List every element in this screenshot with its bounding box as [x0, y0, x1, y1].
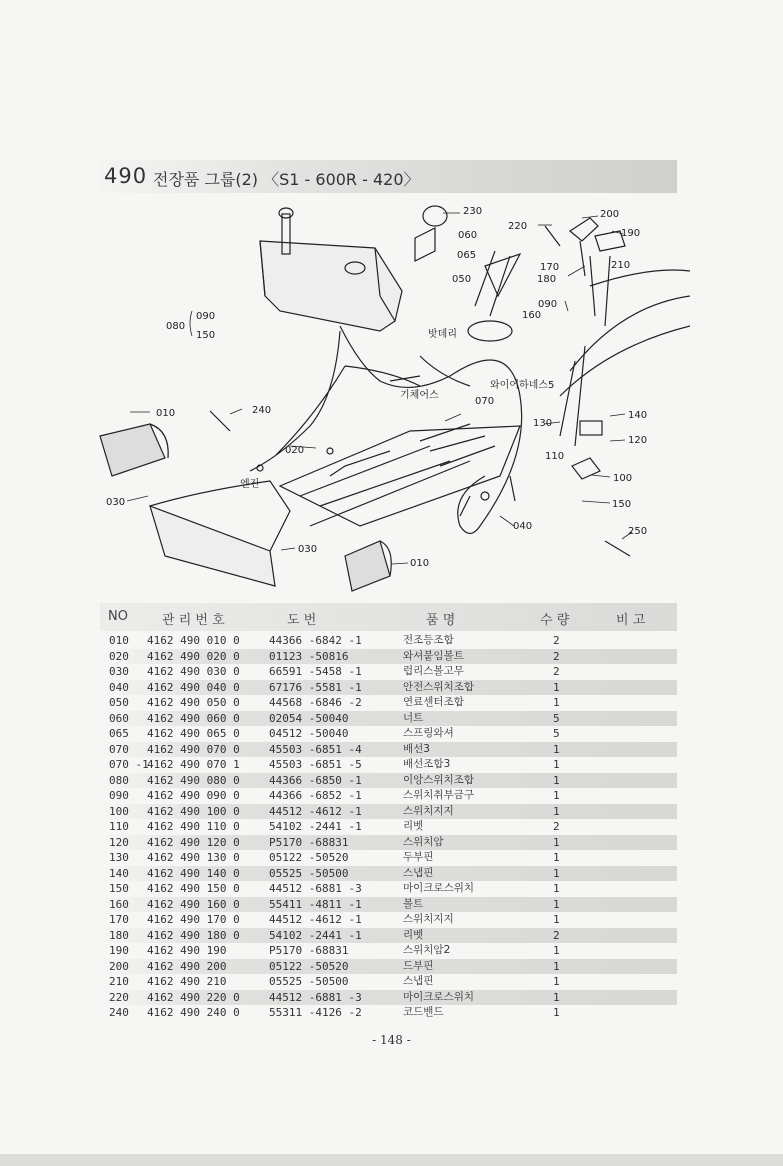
table-row	[100, 664, 677, 680]
cell-no: 065	[109, 727, 129, 740]
diagram-label-gear: 기체어스	[400, 390, 439, 401]
cell-mgmt: 4162 490 170 0	[147, 913, 240, 926]
cell-drawing: 45503 -6851 -4	[269, 742, 362, 756]
table-row	[100, 912, 677, 928]
cell-no: 020	[109, 649, 129, 663]
cell-drawing: 54102 -2441 -1	[269, 820, 362, 833]
cell-mgmt: 4162 490 090 0	[147, 789, 240, 802]
diagram-label: 130	[533, 418, 553, 429]
cell-drawing: P5170 -68831	[269, 944, 349, 957]
cell-no: 080	[109, 773, 129, 787]
cell-no: 040	[109, 680, 129, 694]
cell-qty: 1	[553, 835, 560, 849]
cell-name: 마이크로스위치	[403, 990, 475, 1003]
sender-unit	[423, 206, 447, 226]
cell-no: 210	[109, 975, 129, 988]
cell-no: 150	[109, 882, 129, 895]
cell-name: 두부핀	[403, 851, 434, 863]
cell-no: 120	[109, 835, 129, 849]
cell-qty: 2	[553, 649, 560, 663]
cell-qty: 2	[553, 634, 560, 647]
cell-mgmt: 4162 490 100 0	[147, 804, 240, 818]
cell-drawing: 05122 -50520	[269, 959, 349, 973]
cell-no: 200	[109, 959, 129, 973]
cell-name: 코드밴드	[403, 1006, 444, 1018]
cell-mgmt: 4162 490 220 0	[147, 990, 240, 1004]
diagram-label: 230	[463, 206, 483, 217]
cell-mgmt: 4162 490 040 0	[147, 680, 240, 694]
table-row	[100, 680, 677, 696]
diagram-label: 050	[452, 274, 472, 285]
cell-qty: 2	[553, 665, 560, 678]
cell-qty: 1	[553, 913, 560, 926]
cell-no: 220	[109, 990, 129, 1004]
diagram-label: 030	[106, 497, 126, 508]
cell-drawing: 01123 -50816	[269, 649, 349, 663]
group-number: 490	[104, 164, 148, 188]
cell-name: 스냅핀	[403, 975, 434, 987]
cell-qty: 1	[553, 959, 560, 973]
cell-qty: 1	[553, 758, 560, 771]
table-row	[100, 726, 677, 742]
front-fender	[150, 506, 275, 586]
parts-table	[100, 633, 677, 1021]
diagram-label: 080	[166, 321, 186, 332]
diagram-label: 150	[196, 330, 216, 341]
cell-no: 060	[109, 711, 129, 725]
diagram-label: 140	[628, 410, 648, 421]
cell-drawing: 66591 -5458 -1	[269, 665, 362, 678]
cell-no: 090	[109, 789, 129, 802]
col-drawing: 도 번	[287, 613, 317, 628]
cell-name: 이앙스위치조합	[403, 773, 475, 786]
diagram-label: 210	[611, 260, 631, 271]
cell-name: 스냅핀	[403, 866, 434, 879]
diagram-label: 070	[475, 396, 495, 407]
cell-drawing: 05122 -50520	[269, 851, 349, 864]
diagram-label: 010	[156, 408, 176, 419]
cell-name: 리벳	[403, 820, 424, 832]
table-row	[100, 990, 677, 1006]
cell-mgmt: 4162 490 180 0	[147, 928, 240, 942]
cell-name: 럽리스볼고무	[403, 665, 464, 677]
diagram-label: 200	[600, 209, 620, 220]
diagram-label-battery: 밧데리	[428, 329, 457, 340]
table-row	[100, 835, 677, 851]
cell-no: 130	[109, 851, 129, 864]
cell-no: 110	[109, 820, 129, 833]
cell-qty: 5	[553, 711, 560, 725]
diagram-label-engine: 엔진	[240, 479, 260, 490]
col-name: 품 명	[426, 613, 456, 628]
table-row	[100, 742, 677, 758]
cell-drawing: 44366 -6852 -1	[269, 789, 362, 802]
cell-qty: 1	[553, 944, 560, 957]
cell-qty: 1	[553, 696, 560, 709]
table-row	[100, 819, 677, 835]
diagram-label: 100	[613, 473, 633, 484]
cell-drawing: 44512 -4612 -1	[269, 913, 362, 926]
cell-qty: 1	[553, 882, 560, 895]
cell-mgmt: 4162 490 080 0	[147, 773, 240, 787]
col-mgmt: 관 리 번 호	[162, 613, 225, 628]
diagram-label: 090	[196, 311, 216, 322]
cell-no: 180	[109, 928, 129, 942]
table-row	[100, 773, 677, 789]
headlamp-left	[100, 424, 165, 476]
cell-drawing: 54102 -2441 -1	[269, 928, 362, 942]
cell-qty: 1	[553, 897, 560, 911]
cell-name: 리벳	[403, 928, 424, 941]
diagram-label: 065	[457, 250, 477, 261]
cell-mgmt: 4162 490 210	[147, 975, 227, 988]
table-row	[100, 881, 677, 897]
table-row	[100, 897, 677, 913]
cell-mgmt: 4162 490 030 0	[147, 665, 240, 678]
cell-name: 스위치지지	[403, 804, 454, 817]
cell-name: 드부핀	[403, 959, 434, 972]
diagram-label: 170	[540, 262, 560, 273]
diagram-label: 120	[628, 435, 648, 446]
cell-qty: 1	[553, 990, 560, 1004]
table-row	[100, 633, 677, 649]
diagram-label: 180	[537, 274, 557, 285]
cell-name: 너트	[403, 711, 424, 724]
diagram-label-harness: 와이어하네스5	[490, 380, 555, 391]
cell-qty: 1	[553, 789, 560, 802]
cell-drawing: 44512 -4612 -1	[269, 804, 362, 818]
cell-mgmt: 4162 490 190	[147, 944, 227, 957]
cell-qty: 1	[553, 975, 560, 988]
cell-no: 030	[109, 665, 129, 678]
cell-drawing: 05525 -50500	[269, 975, 349, 988]
table-row	[100, 804, 677, 820]
table-row	[100, 974, 677, 990]
cell-no: 170	[109, 913, 129, 926]
cell-qty: 1	[553, 1006, 560, 1019]
cell-mgmt: 4162 490 070 0	[147, 742, 240, 756]
cell-name: 스위치지지	[403, 913, 454, 925]
cell-name: 볼트	[403, 897, 424, 910]
cell-name: 마이크로스위치	[403, 882, 475, 894]
cell-drawing: 05525 -50500	[269, 866, 349, 880]
cell-drawing: 44568 -6846 -2	[269, 696, 362, 709]
table-row	[100, 1005, 677, 1021]
table-row	[100, 866, 677, 882]
cell-mgmt: 4162 490 240 0	[147, 1006, 240, 1019]
cell-drawing: 44512 -6881 -3	[269, 990, 362, 1004]
cell-drawing: 02054 -50040	[269, 711, 349, 725]
cell-mgmt: 4162 490 065 0	[147, 727, 240, 740]
diagram-label: 250	[628, 526, 648, 537]
parts-diagram	[90, 196, 690, 601]
diagram-label: 090	[538, 299, 558, 310]
cell-qty: 1	[553, 742, 560, 756]
cell-name: 안전스위치조합	[403, 680, 475, 693]
cell-drawing: 04512 -50040	[269, 727, 349, 740]
cell-mgmt: 4162 490 050 0	[147, 696, 240, 709]
cell-qty: 1	[553, 773, 560, 787]
cell-qty: 5	[553, 727, 560, 740]
cell-no: 160	[109, 897, 129, 911]
cell-qty: 1	[553, 680, 560, 694]
diagram-label: 240	[252, 405, 272, 416]
table-row	[100, 711, 677, 727]
cell-qty: 1	[553, 851, 560, 864]
battery	[468, 321, 512, 341]
table-row	[100, 959, 677, 975]
table-row	[100, 649, 677, 665]
cell-no: 070	[109, 742, 129, 756]
table-row	[100, 850, 677, 866]
cell-no: 010	[109, 634, 129, 647]
cell-qty: 1	[553, 804, 560, 818]
cell-name: 배선조합3	[403, 758, 451, 770]
cell-mgmt: 4162 490 020 0	[147, 649, 240, 663]
cell-mgmt: 4162 490 150 0	[147, 882, 240, 895]
diagram-label: 040	[513, 521, 533, 532]
section-title: 전장품 그룹(2) 〈S1 - 600R - 420〉	[153, 170, 420, 189]
cell-drawing: P5170 -68831	[269, 835, 349, 849]
cell-name: 전조등조합	[403, 634, 454, 646]
cell-mgmt: 4162 490 140 0	[147, 866, 240, 880]
diagram-label: 220	[508, 221, 528, 232]
cell-qty: 2	[553, 820, 560, 833]
cell-no: 190	[109, 944, 129, 957]
cell-mgmt: 4162 490 110 0	[147, 820, 240, 833]
cell-no: 050	[109, 696, 129, 709]
col-qty: 수 량	[540, 613, 570, 628]
cell-mgmt: 4162 490 060 0	[147, 711, 240, 725]
cell-name: 스위치암2	[403, 944, 451, 956]
cell-no: 100	[109, 804, 129, 818]
cell-drawing: 44366 -6842 -1	[269, 634, 362, 647]
scan-edge	[0, 1154, 783, 1166]
diagram-label: 150	[612, 499, 632, 510]
table-row	[100, 695, 677, 711]
cell-qty: 1	[553, 866, 560, 880]
cell-no: 070 -1	[109, 758, 149, 771]
cell-mgmt: 4162 490 130 0	[147, 851, 240, 864]
diagram-label: 030	[298, 544, 318, 555]
diagram-label: 020	[285, 445, 305, 456]
cell-name: 스위치취부금구	[403, 789, 475, 801]
col-no: NO	[108, 609, 128, 624]
cell-mgmt: 4162 490 010 0	[147, 634, 240, 647]
headlamp-right	[345, 541, 390, 591]
cell-no: 240	[109, 1006, 129, 1019]
cell-mgmt: 4162 490 160 0	[147, 897, 240, 911]
table-row	[100, 757, 677, 773]
cell-drawing: 67176 -5581 -1	[269, 680, 362, 694]
diagram-label: 110	[545, 451, 565, 462]
table-row	[100, 928, 677, 944]
diagram-label: 160	[522, 310, 542, 321]
table-header	[100, 603, 677, 631]
cell-qty: 2	[553, 928, 560, 942]
diagram-label: 060	[458, 230, 478, 241]
cell-drawing: 44366 -6850 -1	[269, 773, 362, 787]
cell-name: 와셔붙임볼트	[403, 649, 464, 662]
page-number: - 148 -	[372, 1033, 411, 1047]
cell-no: 140	[109, 866, 129, 880]
table-row	[100, 943, 677, 959]
cell-name: 배선3	[403, 742, 430, 755]
cell-mgmt: 4162 490 120 0	[147, 835, 240, 849]
table-row	[100, 788, 677, 804]
cell-drawing: 45503 -6851 -5	[269, 758, 362, 771]
diagram-label: 190	[621, 228, 641, 239]
col-note: 비 고	[616, 613, 646, 628]
diagram-label: 010	[410, 558, 430, 569]
cell-drawing: 55311 -4126 -2	[269, 1006, 362, 1019]
cell-name: 연료센터조합	[403, 696, 464, 708]
cell-name: 스프링와셔	[403, 727, 454, 739]
cell-mgmt: 4162 490 200	[147, 959, 227, 973]
cell-drawing: 44512 -6881 -3	[269, 882, 362, 895]
cell-drawing: 55411 -4811 -1	[269, 897, 362, 911]
fuel-tank	[260, 241, 402, 331]
cell-mgmt: 4162 490 070 1	[147, 758, 240, 771]
cell-name: 스위치암	[403, 835, 444, 848]
